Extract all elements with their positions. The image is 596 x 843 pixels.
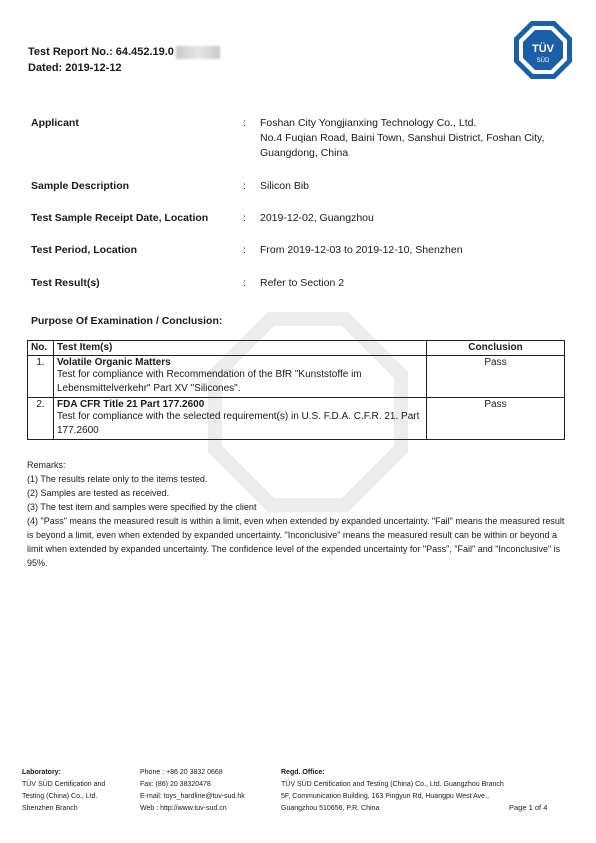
purpose-heading: Purpose Of Examination / Conclusion: xyxy=(31,315,223,327)
test-item-description: Test for compliance with the selected requirement(s) in U.S. F.D.A. C.F.R. 21. Part 177.2600 xyxy=(57,411,420,436)
footer-office-heading: Regd. Office: xyxy=(281,769,325,776)
footer-office xyxy=(281,767,504,815)
table-header-row xyxy=(28,341,565,356)
table-row xyxy=(28,356,565,398)
test-item-description: Test for compliance with Recommendation of the BfR "Kunststoffe im Lebensmittelverkehr" Part XV "Silicones". xyxy=(57,369,362,394)
info-label: Test Sample Receipt Date, Location xyxy=(31,212,209,224)
results-table xyxy=(27,340,565,440)
info-value: Silicon Bib xyxy=(260,180,310,192)
info-label: Applicant xyxy=(31,117,79,129)
footer-office-line: Guangzhou 510656, P.R. China xyxy=(281,805,380,812)
redacted-blur xyxy=(176,46,220,59)
row-test-item xyxy=(54,356,427,398)
info-colon: : xyxy=(243,277,246,289)
footer-lab-heading: Laboratory: xyxy=(22,769,61,776)
info-colon: : xyxy=(243,244,246,256)
remarks-heading: Remarks: xyxy=(27,460,66,470)
table-row xyxy=(28,398,565,440)
svg-text:TÜV: TÜV xyxy=(532,43,554,55)
tuv-sud-logo xyxy=(513,20,573,80)
report-date: Dated: 2019-12-12 xyxy=(28,62,122,74)
row-conclusion: Pass xyxy=(427,356,565,398)
remark-item: (1) The results relate only to the items tested. xyxy=(27,474,208,484)
footer-office-line: 5F, Communication Building, 163 Pingyun Rd, Huangpu West Ave., xyxy=(281,793,489,800)
col-header-items: Test Item(s) xyxy=(54,341,427,356)
footer-fax: Fax: (86) 20 38320478 xyxy=(140,781,211,788)
footer-lab-line: Testing (China) Co., Ltd. xyxy=(22,793,98,800)
page-number: Page 1 of 4 xyxy=(509,803,548,812)
footer-contact xyxy=(140,767,245,815)
info-label: Test Result(s) xyxy=(31,277,100,289)
footer-email: E-mail: toys_hardline@tuv-sud.hk xyxy=(140,793,245,800)
remarks-section xyxy=(27,458,567,570)
footer-web: Web : http://www.tuv-sud.cn xyxy=(140,805,227,812)
info-colon: : xyxy=(243,212,246,224)
svg-text:SÜD: SÜD xyxy=(536,58,550,64)
remark-item: (4) "Pass" means the measured result is within a limit, even when extended by expanded uncertainty. "Fail" means the measured result is beyond a limit, even when extended by expanded uncertainty. "Inconclusive" means the measured result can be within or beyond a limit when extended by expanded uncertainty. The confidence level of the expended uncertainty for "Pass", "Fail" and "Inconclusive" is 95%. xyxy=(27,516,565,568)
info-value: From 2019-12-03 to 2019-12-10, Shenzhen xyxy=(260,244,463,256)
info-label: Test Period, Location xyxy=(31,244,137,256)
row-number: 1. xyxy=(28,356,54,398)
test-item-title: FDA CFR Title 21 Part 177.2600 xyxy=(57,399,205,410)
info-value: Foshan City Yongjianxing Technology Co., Ltd. No.4 Fuqian Road, Baini Town, Sanshui District, Foshan City, Guangdong, China xyxy=(260,117,545,159)
col-header-no: No. xyxy=(28,341,54,356)
remark-item: (2) Samples are tested as received. xyxy=(27,488,170,498)
info-value: 2019-12-02, Guangzhou xyxy=(260,212,374,224)
row-number: 2. xyxy=(28,398,54,440)
row-test-item xyxy=(54,398,427,440)
footer-laboratory xyxy=(22,767,105,815)
footer-phone: Phone : +86 20 3832 0668 xyxy=(140,769,223,776)
footer-lab-line: TÜV SÜD Certification and xyxy=(22,781,106,788)
col-header-conclusion: Conclusion xyxy=(427,341,565,356)
footer-office-line: TÜV SÜD Certification and Testing (China) Co., Ltd. Guangzhou Branch xyxy=(281,781,504,788)
remark-item: (3) The test item and samples were specified by the client xyxy=(27,502,257,512)
report-header xyxy=(28,44,220,76)
row-conclusion: Pass xyxy=(427,398,565,440)
info-value: Refer to Section 2 xyxy=(260,277,345,289)
report-number: Test Report No.: 64.452.19.0 xyxy=(28,46,174,58)
info-colon: : xyxy=(243,180,246,192)
footer-lab-line: Shenzhen Branch xyxy=(22,805,78,812)
info-label: Sample Description xyxy=(31,180,130,192)
info-colon: : xyxy=(243,117,246,129)
test-item-title: Volatile Organic Matters xyxy=(57,357,171,368)
